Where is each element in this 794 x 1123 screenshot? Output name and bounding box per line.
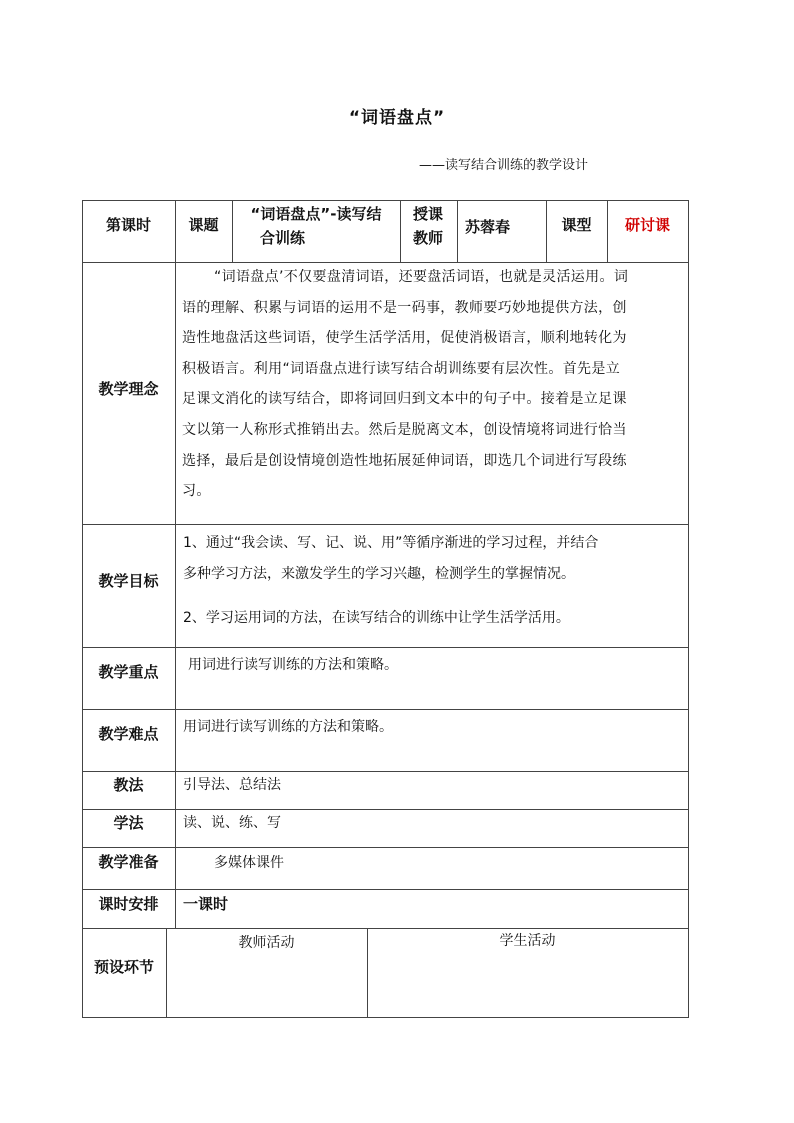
objectives-line-2: 多种学习方法，来激发学生的学习兴趣，检测学生的掌握情况。 bbox=[183, 566, 575, 582]
table-border bbox=[175, 262, 176, 928]
teaching-method-label: 教法 bbox=[113, 776, 144, 794]
philosophy-text bbox=[182, 262, 687, 507]
preparation-label: 教学准备 bbox=[98, 853, 159, 871]
philosophy-line: 文以第一人称形式推销出去。然后是脱离文本，创设情境将词进行恰当 bbox=[182, 421, 627, 438]
learning-method-label: 学法 bbox=[113, 814, 144, 832]
document-title: “词语盘点” bbox=[348, 108, 446, 128]
table-border bbox=[400, 200, 401, 262]
topic-label: 课题 bbox=[188, 216, 219, 234]
philosophy-line: 习。 bbox=[182, 483, 211, 500]
objectives-line-3: 2、学习运用词的方法，在读写结合的训练中让学生活学活用。 bbox=[183, 610, 570, 626]
topic-value-line2: 合训练 bbox=[260, 229, 306, 247]
document-subtitle: ——读写结合训练的教学设计 bbox=[419, 158, 589, 173]
table-border bbox=[82, 524, 689, 525]
difficulties-label: 教学难点 bbox=[98, 725, 159, 743]
objectives-line-1: 1、通过“我会读、写、记、说、用”等循序渐进的学习过程，并结合 bbox=[183, 535, 599, 551]
preparation-value: 多媒体课件 bbox=[214, 855, 284, 871]
teacher-label-line2: 教师 bbox=[413, 229, 444, 247]
topic-value bbox=[232, 202, 400, 250]
table-border bbox=[82, 809, 689, 810]
teacher-label bbox=[413, 202, 457, 250]
lesson-type-label: 课型 bbox=[561, 216, 592, 234]
schedule-value: 一课时 bbox=[183, 895, 229, 913]
topic-value-line1: “词语盘点”-读写结 bbox=[250, 205, 382, 223]
table-border bbox=[82, 847, 689, 848]
philosophy-line: 语的理解、积累与词语的运用不是一码事，教师要巧妙地提供方法，创 bbox=[182, 299, 627, 316]
teacher-value: 苏蓉春 bbox=[465, 218, 511, 236]
key-points-label: 教学重点 bbox=[98, 663, 159, 681]
teacher-label-line1: 授课 bbox=[413, 205, 444, 223]
table-border bbox=[82, 709, 689, 710]
key-points-value: 用词进行读写训练的方法和策略。 bbox=[188, 657, 398, 673]
teaching-method-value: 引导法、总结法 bbox=[183, 777, 281, 793]
student-activity-header: 学生活动 bbox=[499, 933, 556, 949]
philosophy-line: 积极语言。利用“词语盘点进行读写结合胡训练要有层次性。首先是立 bbox=[182, 360, 621, 377]
philosophy-label: 教学理念 bbox=[98, 380, 159, 398]
objectives-label: 教学目标 bbox=[98, 572, 159, 590]
learning-method-value: 读、说、练、写 bbox=[183, 815, 281, 831]
philosophy-line: 造性地盘活这些词语，使学生活学活用，促使消极语言，顺利地转化为 bbox=[182, 330, 627, 347]
philosophy-line: 足课文消化的读写结合，即将词回归到文本中的句子中。接着是立足课 bbox=[182, 391, 627, 408]
table-border bbox=[82, 200, 689, 201]
table-border bbox=[457, 200, 458, 262]
preset-label: 预设环节 bbox=[93, 958, 154, 976]
philosophy-line: “词语盘点’不仅要盘清词语，还要盘活词语，也就是灵活运用。词 bbox=[214, 269, 629, 285]
lesson-type-value: 研讨课 bbox=[624, 216, 670, 234]
table-border bbox=[82, 771, 689, 772]
schedule-label: 课时安排 bbox=[98, 895, 159, 913]
table-border bbox=[82, 647, 689, 648]
difficulties-value: 用词进行读写训练的方法和策略。 bbox=[183, 719, 393, 735]
table-border bbox=[82, 1017, 689, 1018]
teacher-activity-header: 教师活动 bbox=[238, 935, 295, 951]
philosophy-line: 选择，最后是创设情境创造性地拓展延伸词语，即选几个词进行写段练 bbox=[182, 452, 627, 469]
lesson-number-label: 第课时 bbox=[105, 216, 151, 234]
table-border bbox=[82, 928, 689, 929]
table-border bbox=[82, 889, 689, 890]
table-border bbox=[688, 200, 689, 1018]
